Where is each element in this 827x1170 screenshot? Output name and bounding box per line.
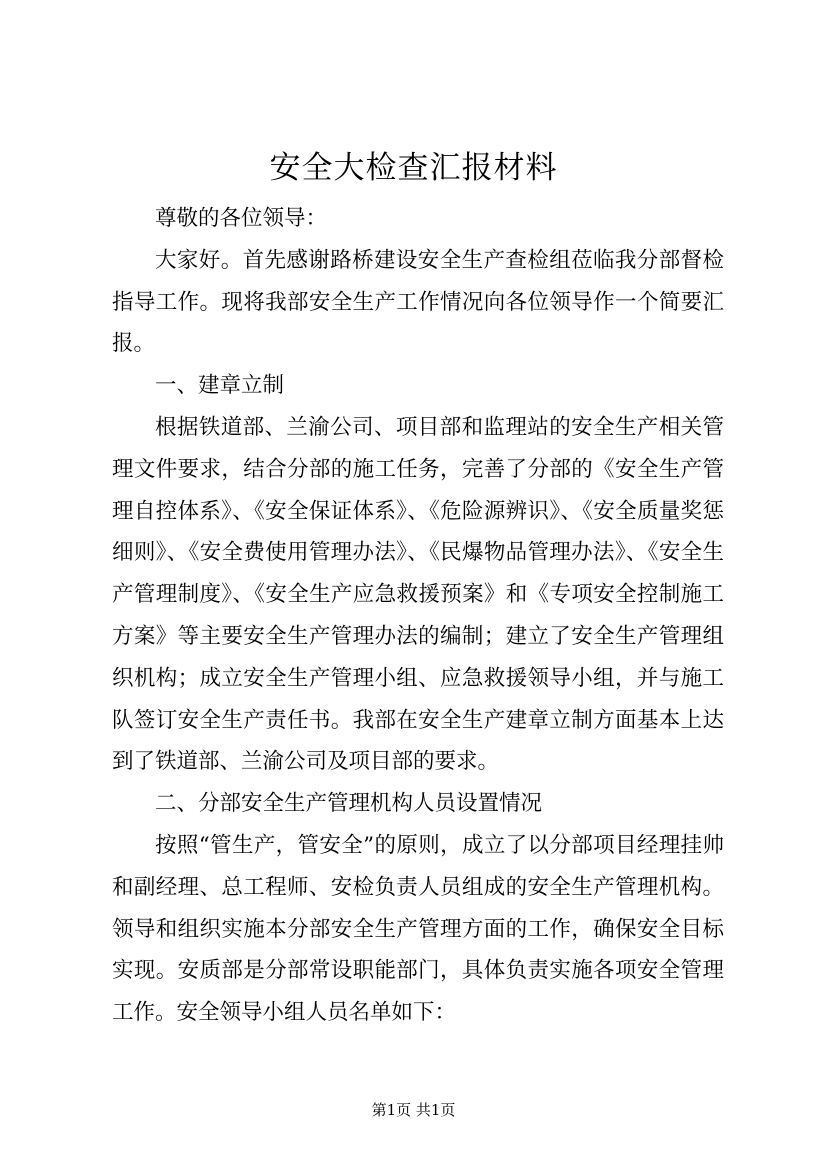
section-2-paragraph: 按照“管生产，管安全”的原则，成立了以分部项目经理挂帅和副经理、总工程师、安检负责人员组成的安全生产管理机构。领导和组织实施本分部安全生产管理方面的工作，确保安全目标实现。安质部是分部常设职能部门，具体负责实施各项安全管理工作。安全领导小组人员名单如下： [112, 832, 724, 1026]
page-footer: 第1页 共1页 [371, 1101, 456, 1119]
document-title: 安全大检查汇报材料 [269, 150, 558, 186]
intro-paragraph: 大家好。首先感谢路桥建设安全生产查检组莅临我分部督检指导工作。现将我部安全生产工作情况向各位领导作一个简要汇报。 [112, 247, 724, 357]
section-heading-1: 一、建章立制 [155, 373, 285, 399]
section-heading-2: 二、分部安全生产管理机构人员设置情况 [155, 791, 543, 817]
document-body [112, 198, 724, 1034]
section-1-paragraph: 根据铁道部、兰渝公司、项目部和监理站的安全生产相关管理文件要求，结合分部的施工任务，完善了分部的《安全生产管理自控体系》、《安全保证体系》、《危险源辨识》、《安全质量奖惩细则》、《安全费使用管理办法》、《民爆物品管理办法》、《安全生产管理制度》、《安全生产应急救援预案》和《专项安全控制施工方案》等主要安全生产管理办法的编制；建立了安全生产管理组织机构；成立安全生产管理小组、应急救援领导小组，并与施工队签订安全生产责任书。我部在安全生产建章立制方面基本上达到了铁道部、兰渝公司及项目部的要求。 [112, 414, 724, 775]
greeting-paragraph: 尊敬的各位领导： [155, 206, 328, 231]
